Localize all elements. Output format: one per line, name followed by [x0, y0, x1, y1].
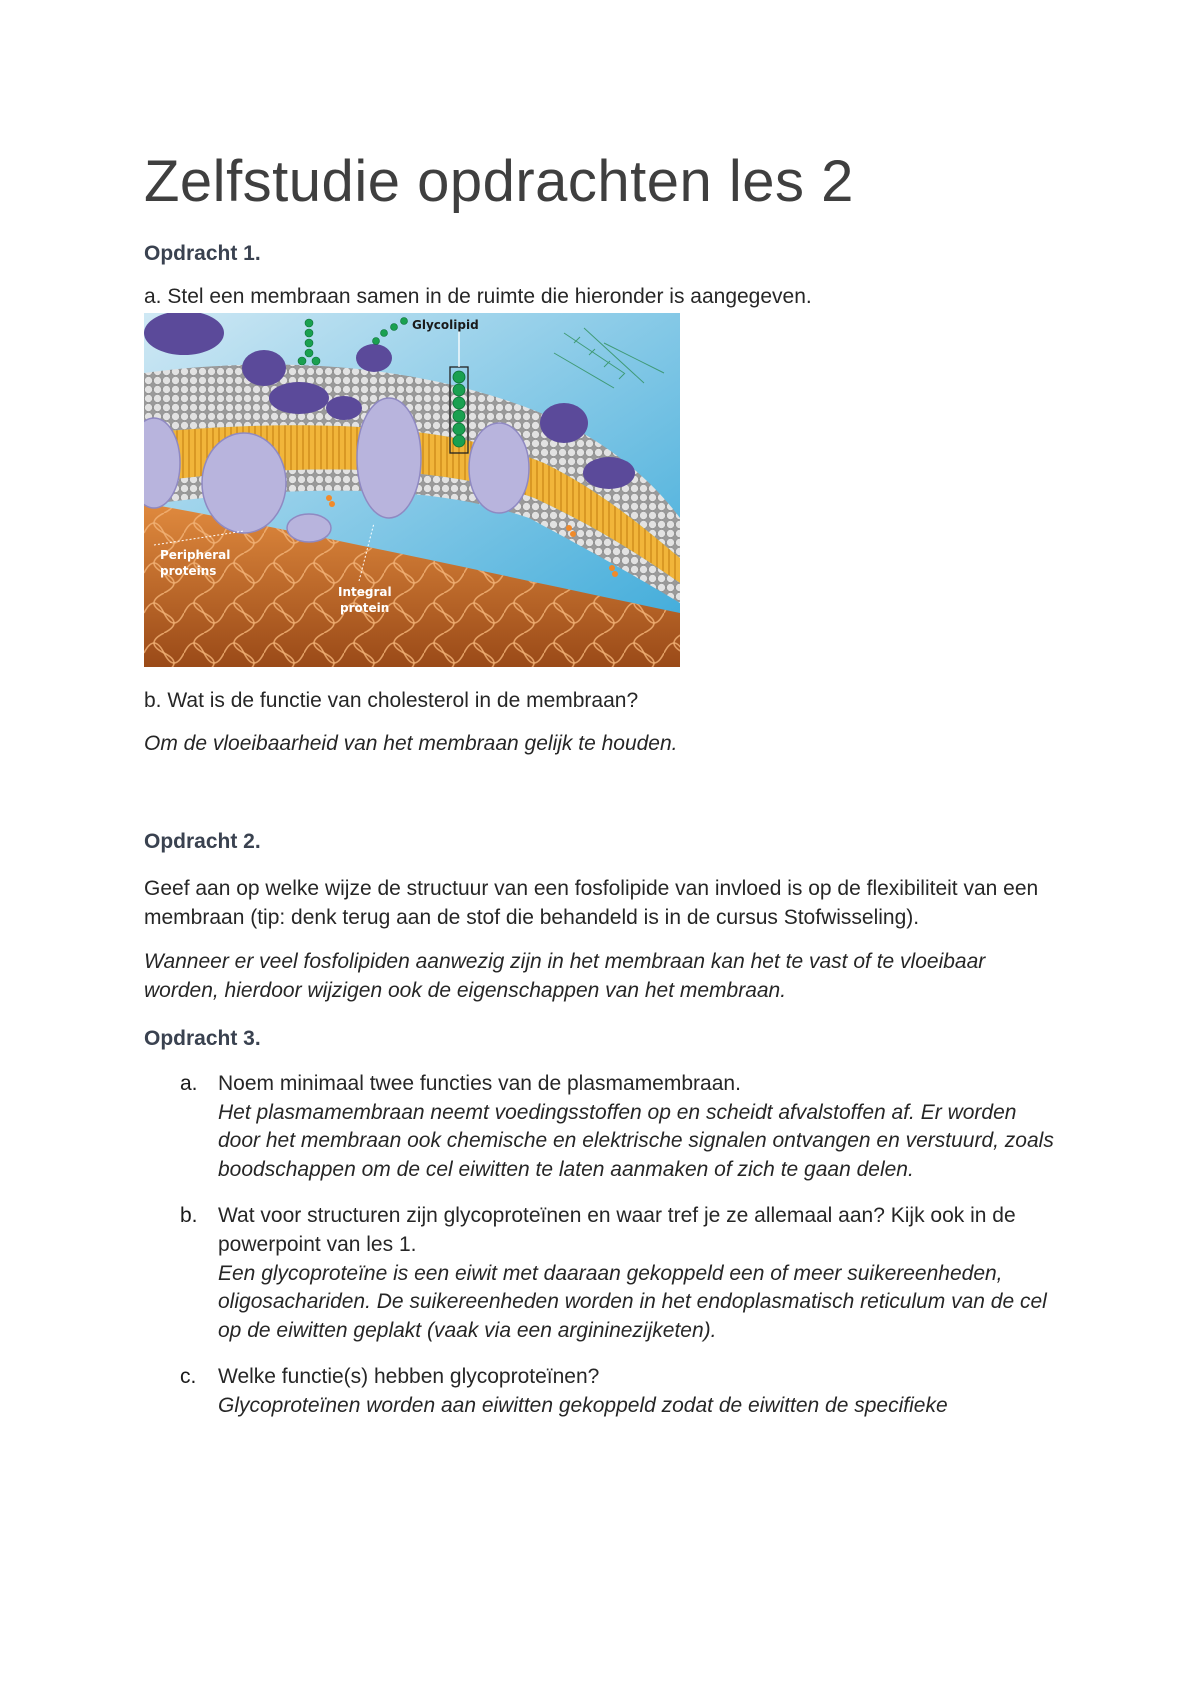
- cell-membrane-figure: [144, 313, 680, 667]
- membrane-illustration: [144, 313, 680, 667]
- opdracht3-list: [144, 1070, 1064, 1421]
- list-marker: a.: [180, 1071, 198, 1095]
- opdracht1-b-answer: Om de vloeibaarheid van het membraan gelijk te houden.: [144, 731, 678, 755]
- opdracht2-heading: Opdracht 2.: [144, 830, 261, 854]
- label-peripheral-line1: Peripheral: [160, 548, 231, 563]
- label-integral-line1: Integral: [338, 585, 392, 600]
- list-marker: b.: [180, 1204, 198, 1228]
- list-marker: c.: [180, 1365, 197, 1389]
- opdracht3-b-question: Wat voor structuren zijn glycoproteïnen en waar tref je ze allemaal aan? Kijk ook in de powerpoint van les 1.: [218, 1204, 1016, 1256]
- opdracht3-a-question: Noem minimaal twee functies van de plasmamembraan.: [218, 1071, 741, 1095]
- page-title: Zelfstudie opdrachten les 2: [144, 149, 854, 214]
- opdracht3-heading: Opdracht 3.: [144, 1027, 261, 1051]
- opdracht3-item-c: [144, 1363, 1064, 1420]
- opdracht3-a-answer: Het plasmamembraan neemt voedingsstoffen op en scheidt afvalstoffen af. Er worden door het membraan ook chemische en elektrische signalen ontvangen en verstuurd, zoals boodschappen om de cel eiwitten te laten aanmaken of zich te gaan delen.: [218, 1100, 1054, 1181]
- opdracht2-question: Geef aan op welke wijze de structuur van een fosfolipide van invloed is op de flexibiliteit van een membraan (tip: denk terug aan de stof die behandeld is in de cursus Stofwisseling).: [144, 876, 1039, 929]
- opdracht2-answer: Wanneer er veel fosfolipiden aanwezig zijn in het membraan kan het te vast of te vloeibaar worden, hierdoor wijzigen ook de eigenschappen van het membraan.: [144, 950, 986, 1002]
- opdracht1-b-question: b. Wat is de functie van cholesterol in de membraan?: [144, 689, 639, 713]
- opdracht3-b-answer: Een glycoproteïne is een eiwit met daaraan gekoppeld een of meer suikereenheden, oligosachariden. De suikereenheden worden in het endoplasmatisch reticulum van de cel op de eiwitten geplakt (vaak via een argininezijketen).: [218, 1261, 1047, 1342]
- opdracht3-item-a: [144, 1070, 1064, 1184]
- opdracht3-item-b: [144, 1202, 1064, 1345]
- opdracht3-c-answer: Glycoproteïnen worden aan eiwitten gekoppeld zodat de eiwitten de specifieke: [218, 1393, 948, 1417]
- label-integral-line2: protein: [340, 601, 390, 616]
- label-peripheral-line2: proteins: [160, 564, 217, 579]
- opdracht1-a-text: a. Stel een membraan samen in de ruimte die hieronder is aangegeven.: [144, 284, 812, 308]
- document-content: [144, 150, 1064, 1420]
- opdracht3-c-question: Welke functie(s) hebben glycoproteïnen?: [218, 1365, 600, 1389]
- label-glycolipid: Glycolipid: [412, 318, 479, 333]
- opdracht1-heading: Opdracht 1.: [144, 242, 261, 265]
